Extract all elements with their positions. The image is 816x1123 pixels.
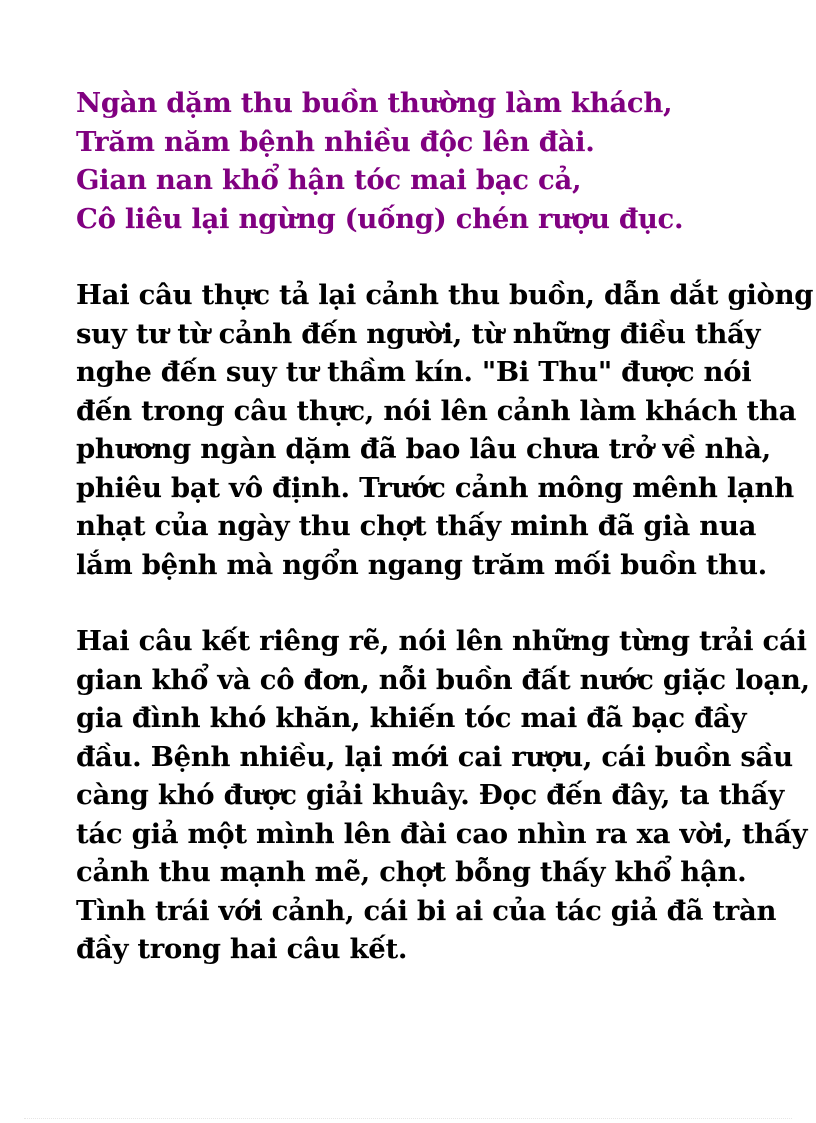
paragraph-line: tác giả một mình lên đài cao nhìn ra xa vời, thấy <box>76 817 808 850</box>
commentary-paragraph-2 <box>76 622 810 969</box>
paragraph-line: suy tư từ cảnh đến người, từ những điều thấy <box>76 317 761 350</box>
paragraph-line: cảnh thu mạnh mẽ, chợt bỗng thấy khổ hận. <box>76 856 747 888</box>
paragraph-line: Tình trái với cảnh, cái bi ai của tác giả đã tràn <box>76 894 777 927</box>
paragraph-line: nghe đến suy tư thầm kín. "Bi Thu" được nói <box>76 356 752 388</box>
paragraph-line: Hai câu kết riêng rẽ, nói lên những từng trải cái <box>76 625 807 657</box>
paragraph-spacer <box>76 584 796 622</box>
paragraph-line: Hai câu thực tả lại cảnh thu buồn, dẫn dắt giòng <box>76 279 814 311</box>
commentary-paragraph-1 <box>76 276 814 584</box>
poem-line: Trăm năm bệnh nhiều độc lên đài. <box>76 125 595 158</box>
paragraph-line: phiêu bạt vô định. Trước cảnh mông mênh lạnh <box>76 471 794 504</box>
paragraph-line: càng khó được giải khuây. Đọc đến đây, ta thấy <box>76 779 784 811</box>
paragraph-line: phương ngàn dặm đã bao lâu chưa trở về nhà, <box>76 433 771 465</box>
paragraph-line: đầy trong hai câu kết. <box>76 933 408 965</box>
paragraph-line: lắm bệnh mà ngổn ngang trăm mối buồn thu. <box>76 548 767 581</box>
paragraph-line: đến trong câu thực, nói lên cảnh làm khách tha <box>76 394 797 427</box>
paragraph-line: nhạt của ngày thu chợt thấy minh đã già nua <box>76 510 757 542</box>
poem-translation <box>76 84 796 238</box>
paragraph-line: gia đình khó khăn, khiến tóc mai đã bạc đầy <box>76 702 747 734</box>
page-bottom-divider <box>24 1118 792 1119</box>
paragraph-line: đầu. Bệnh nhiều, lại mới cai rượu, cái buồn sầu <box>76 740 793 773</box>
poem-line: Gian nan khổ hận tóc mai bạc cả, <box>76 164 582 196</box>
paragraph-line: gian khổ và cô đơn, nỗi buồn đất nước giặc loạn, <box>76 663 810 696</box>
document-page <box>76 84 814 969</box>
poem-line: Cô liêu lại ngừng (uống) chén rượu đục. <box>76 202 684 235</box>
paragraph-spacer <box>76 238 796 276</box>
poem-line: Ngàn dặm thu buồn thường làm khách, <box>76 87 673 119</box>
